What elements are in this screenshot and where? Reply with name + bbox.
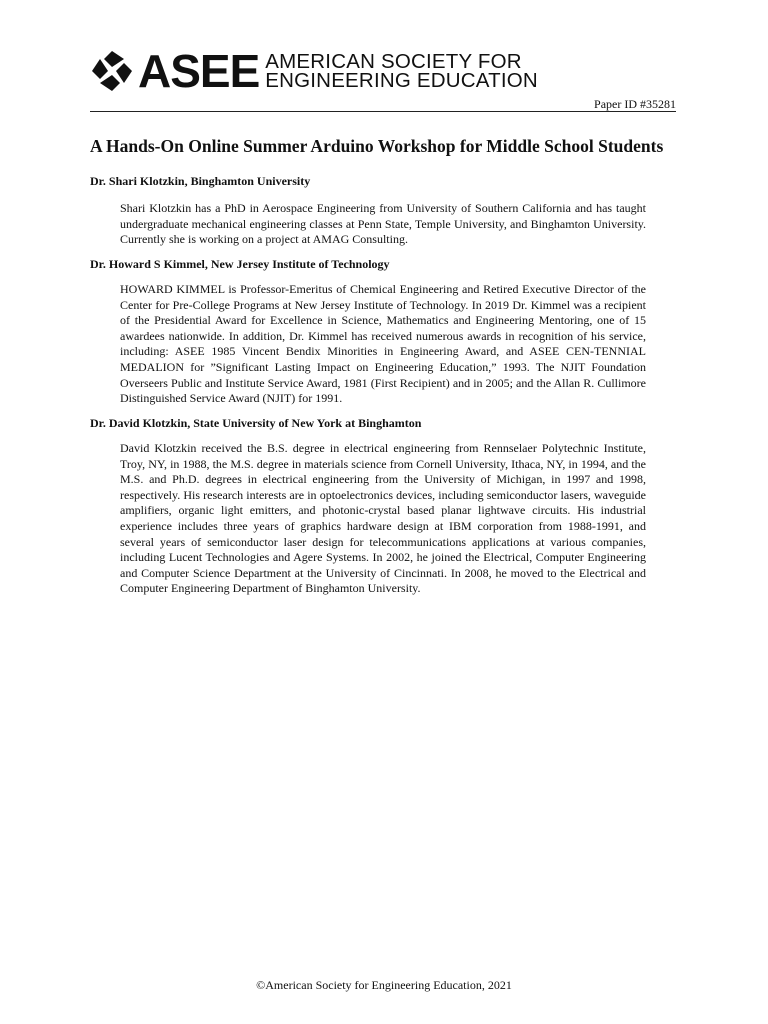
- paper-id: Paper ID #35281: [594, 97, 676, 111]
- logo-subtitle: [265, 52, 538, 90]
- asee-logo[interactable]: [90, 46, 538, 96]
- logo-line-1: AMERICAN SOCIETY FOR: [265, 50, 522, 73]
- logo-line-2: ENGINEERING EDUCATION: [265, 69, 538, 92]
- header-divider: [90, 111, 676, 112]
- author-bio: David Klotzkin received the B.S. degree in electrical engineering from Rennselaer Polytechnic Institute, Troy, NY, in 1988, the M.S. degree in materials science from Cornell University, Ithaca, NY, in 1994, and the M.S. and Ph.D. degrees in electrical engineering from the University of Michigan, in 1997 and 1998, respectively. His research interests are in optoelectronics devices, including semiconductor lasers, waveguide amplifiers, organic light emitters, and photonic-crystal based planar lightwave circuits. His industrial experience includes three years of graphics hardware design at IBM corporation from 1988-1991, and several years of semiconductor laser design for telecommunications applications at various companies, including Lucent Technologies and Agere Systems. In 2002, he joined the Electrical, Computer Engineering and Computer Science Department at the University of Cincinnati. In 2008, he moved to the Electrical and Computer Engineering Department of Binghamton University.: [120, 441, 646, 596]
- author-name: Dr. David Klotzkin, State University of New York at Binghamton: [90, 416, 422, 430]
- author-bio: HOWARD KIMMEL is Professor-Emeritus of Chemical Engineering and Retired Executive Director of the Center for Pre-College Programs at New Jersey Institute of Technology. In 2019 Dr. Kimmel was a recipient of the Presidential Award for Excellence in Science, Mathematics and Engineering Mentoring, one of 15 awardees nationwide. In addition, Dr. Kimmel has received numerous awards in recognition of his service, including: ASEE 1985 Vincent Bendix Minorities in Engineering Award, and ASEE CEN-TENNIAL MEDALION for ”Significant Lasting Impact on Engineering Education,” 1993. The NJIT Foundation Overseers Public and Institute Service Award, 1981 (First Recipient) and in 2005; and the Allan R. Cullimore Distinguished Service Award (NJIT) for 1991.: [120, 282, 646, 406]
- paper-title: A Hands-On Online Summer Arduino Workshop for Middle School Students: [90, 136, 664, 156]
- author-name: Dr. Howard S Kimmel, New Jersey Institute of Technology: [90, 257, 390, 271]
- copyright-footer: ©American Society for Engineering Education, 2021: [256, 978, 512, 992]
- author-name: Dr. Shari Klotzkin, Binghamton University: [90, 174, 311, 188]
- logo-word: ASEE: [138, 45, 260, 97]
- asee-pinwheel-icon: [90, 49, 134, 93]
- author-bio: Shari Klotzkin has a PhD in Aerospace Engineering from University of Southern California and has taught undergraduate mechanical engineering classes at Penn State, Temple University, and Binghamton University. Currently she is working on a project at AMAG Consulting.: [120, 201, 646, 247]
